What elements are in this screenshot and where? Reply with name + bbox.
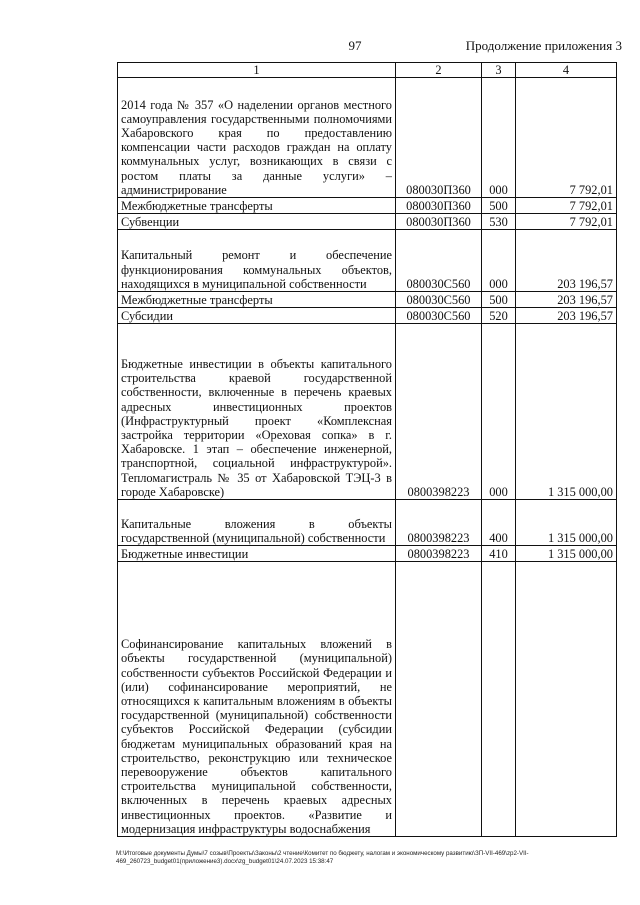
row-amount: 203 196,57 bbox=[516, 308, 617, 324]
table-row bbox=[118, 292, 617, 308]
header-row bbox=[118, 63, 617, 78]
table-row bbox=[118, 562, 617, 837]
row-type: 520 bbox=[482, 308, 516, 324]
column-header-1: 1 bbox=[118, 63, 396, 78]
table-row bbox=[118, 308, 617, 324]
row-code: 080030С560 bbox=[396, 308, 482, 324]
row-amount: 7 792,01 bbox=[516, 198, 617, 214]
row-code: 0800398223 bbox=[396, 324, 482, 500]
row-code: 0800398223 bbox=[396, 546, 482, 562]
row-name: Бюджетные инвестиции в объекты капитального строительства краевой государственной собственности, включенные в перечень краевых адресных инвестиционных проектов (Инфраструктурный проект «Комплексная застройка территории «Ореховая сопка» в г. Хабаровске. 1 этап – обеспечение инженерной, транспортной, социальной инфраструктурой». Тепломагистраль № 35 от Хабаровской ТЭЦ-3 в городе Хабаровске) bbox=[118, 324, 396, 500]
row-code: 080030П360 bbox=[396, 198, 482, 214]
row-name: Софинансирование капитальных вложений в объекты государственной (муниципальной) собственности субъектов Российской Федерации и (или) софинансирование мероприятий, не относящихся к капитальным вложениям в объекты государственной (муниципальной) собственности субъектов Российской Федерации (субсидии бюджетам муниципальных образований края на строительство, реконструкцию или техническое перевооружение объектов капитального строительства муниципальной собственности, включенных в перечень краевых адресных инвестиционных проектов. «Развитие и модернизация инфраструктуры водоснабжения bbox=[118, 562, 396, 837]
row-name: Межбюджетные трансферты bbox=[118, 292, 396, 308]
row-code: 080030П360 bbox=[396, 214, 482, 230]
row-code bbox=[396, 562, 482, 837]
table-row bbox=[118, 500, 617, 546]
row-amount: 1 315 000,00 bbox=[516, 324, 617, 500]
appendix-label: Продолжение приложения 3 bbox=[465, 38, 622, 53]
row-name: 2014 года № 357 «О наделении органов местного самоуправления государственными полномочиями Хабаровского края по предоставлению компенсации части расходов граждан на оплату коммунальных услуг, возникающих в связи с ростом платы за данные услуги» – администрирование bbox=[118, 78, 396, 198]
row-type: 500 bbox=[482, 292, 516, 308]
column-header-3: 3 bbox=[482, 63, 516, 78]
row-name: Бюджетные инвестиции bbox=[118, 546, 396, 562]
row-amount: 7 792,01 bbox=[516, 214, 617, 230]
table-row bbox=[118, 546, 617, 562]
budget-table bbox=[117, 62, 617, 837]
column-header-4: 4 bbox=[516, 63, 617, 78]
row-type: 000 bbox=[482, 78, 516, 198]
row-type: 410 bbox=[482, 546, 516, 562]
row-type: 530 bbox=[482, 214, 516, 230]
row-amount bbox=[516, 562, 617, 837]
row-amount: 203 196,57 bbox=[516, 230, 617, 292]
row-code: 080030С560 bbox=[396, 230, 482, 292]
row-name: Капитальный ремонт и обеспечение функционирования коммунальных объектов, находящихся в муниципальной собственности bbox=[118, 230, 396, 292]
row-type: 000 bbox=[482, 230, 516, 292]
table-row bbox=[118, 230, 617, 292]
row-amount: 1 315 000,00 bbox=[516, 500, 617, 546]
row-code: 080030П360 bbox=[396, 78, 482, 198]
row-type bbox=[482, 562, 516, 837]
row-amount: 203 196,57 bbox=[516, 292, 617, 308]
row-amount: 1 315 000,00 bbox=[516, 546, 617, 562]
row-type: 400 bbox=[482, 500, 516, 546]
row-amount: 7 792,01 bbox=[516, 78, 617, 198]
page-number: 97 bbox=[348, 38, 362, 53]
file-path-footer: M:\Итоговые документы Думы\7 созыв\Проекты\Законы\2 чтение\Комитет по бюджету, налогам и экономическому развитию\ЗП-VII-469\zp2-VII-469_260723_budget01(приложение3).docx\zg_budget01\24.07.2023 15:38:47 bbox=[116, 850, 529, 865]
column-header-2: 2 bbox=[396, 63, 482, 78]
row-name: Субсидии bbox=[118, 308, 396, 324]
table-row bbox=[118, 198, 617, 214]
row-name: Межбюджетные трансферты bbox=[118, 198, 396, 214]
table-row bbox=[118, 214, 617, 230]
row-name: Субвенции bbox=[118, 214, 396, 230]
row-code: 080030С560 bbox=[396, 292, 482, 308]
table-row bbox=[118, 78, 617, 198]
row-type: 000 bbox=[482, 324, 516, 500]
row-type: 500 bbox=[482, 198, 516, 214]
row-code: 0800398223 bbox=[396, 500, 482, 546]
row-name: Капитальные вложения в объекты государственной (муниципальной) собственности bbox=[118, 500, 396, 546]
table-row bbox=[118, 324, 617, 500]
